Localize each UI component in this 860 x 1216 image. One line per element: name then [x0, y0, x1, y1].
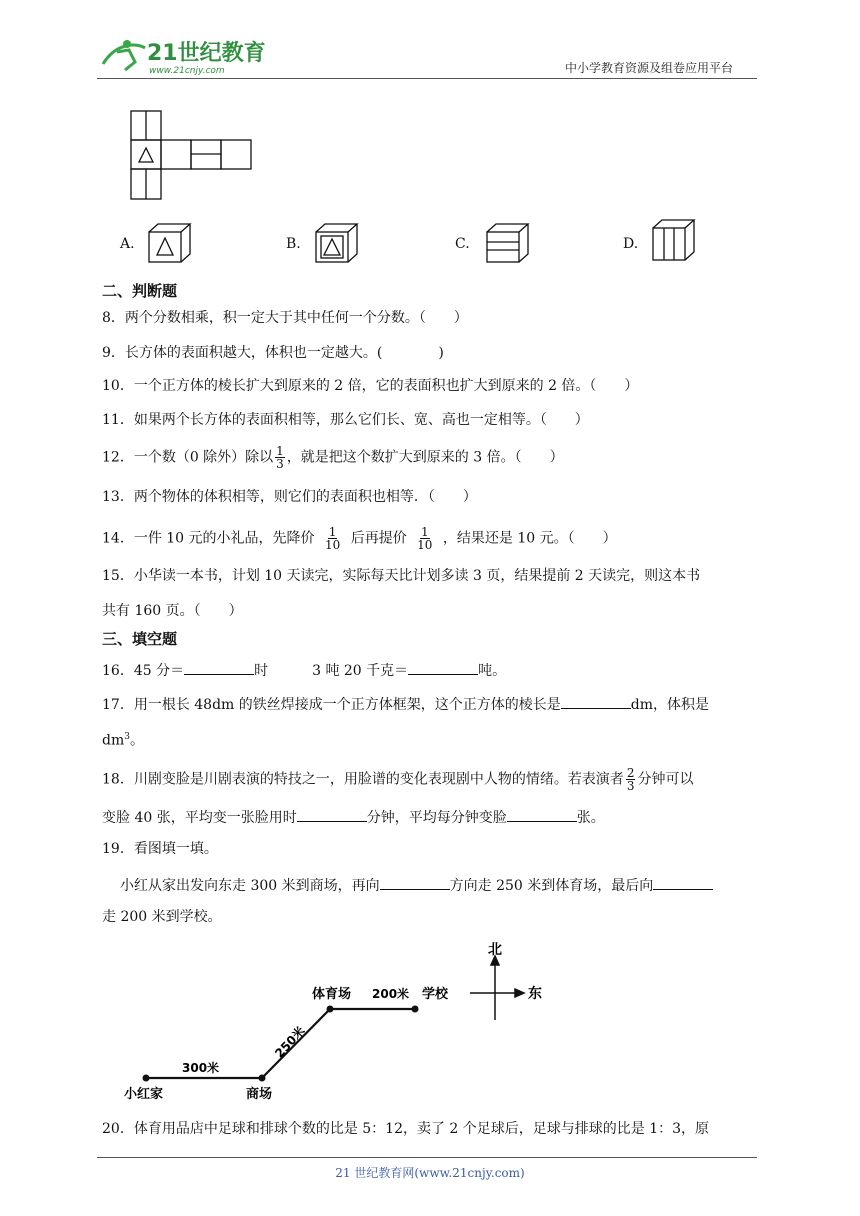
- q18-text-b: 分钟可以: [637, 771, 694, 788]
- q14-den-2: 10: [417, 538, 433, 552]
- option-d-label[interactable]: D.: [623, 236, 639, 252]
- option-b-cube[interactable]: [313, 222, 361, 268]
- header-platform-text: 中小学教育资源及组卷应用平台: [565, 61, 734, 75]
- q19-text-a: 小红从家出发向东走 300 米到商场，再向: [120, 878, 380, 894]
- footer-text[interactable]: 21 世纪教育网(www.21cnjy.com): [335, 1166, 525, 1180]
- question-19-line-2: 走 200 米到学校。: [102, 909, 222, 925]
- option-d-cube[interactable]: [650, 218, 698, 266]
- option-b-label[interactable]: B.: [286, 236, 301, 252]
- question-18-line-1: [102, 767, 693, 792]
- section-2-title: 二、判断题: [102, 282, 178, 300]
- q19-blank-2[interactable]: [653, 874, 713, 890]
- label-300m: 300米: [182, 1061, 220, 1075]
- question-15-line-2: 共有 160 页。（ ）: [102, 603, 243, 619]
- q19-blank-1[interactable]: [380, 874, 450, 890]
- q16-blank-2[interactable]: [408, 659, 478, 675]
- q17-superscript: 3: [124, 732, 130, 742]
- compass-east: 东: [528, 986, 542, 1002]
- site-logo: [95, 34, 265, 78]
- route-map: [110, 938, 560, 1112]
- q16-text-a: 16．45 分＝: [102, 663, 185, 679]
- q14-text-a: 14．一件 10 元的小礼品，先降价: [102, 530, 315, 547]
- question-17-line-2: [102, 728, 144, 750]
- question-12: [102, 445, 564, 470]
- question-11: 11．如果两个长方体的表面积相等，那么它们长、宽、高也一定相等。（ ）: [102, 412, 589, 428]
- logo-title: 21世纪教育: [147, 41, 265, 66]
- question-15-line-1: 15．小华读一本书，计划 10 天读完，实际每天比计划多读 3 页，结果提前 2 天读完，则这本书: [102, 568, 701, 584]
- q17-text-a: 17．用一根长 48dm 的铁丝焊接成一个正方体框架，这个正方体的棱长是: [102, 697, 561, 713]
- q19-text-b: 方向走 250 米到体育场，最后向: [449, 878, 654, 894]
- question-8: 8．两个分数相乘，积一定大于其中任何一个分数。（ ）: [102, 310, 468, 326]
- question-17-line-1: [102, 693, 709, 714]
- q14-num-1: 1: [328, 525, 337, 539]
- option-c-label[interactable]: C.: [455, 236, 470, 252]
- q14-text-b: 后再提价: [350, 530, 407, 547]
- q18-blank-1[interactable]: [297, 806, 367, 822]
- q12-text-b: ，就是把这个数扩大到原来的 3 倍。（ ）: [286, 449, 564, 466]
- q18-text-c: 变脸 40 张，平均变一张脸用时: [102, 810, 297, 826]
- logo-url: www.21cnjy.com: [149, 66, 225, 76]
- question-19: 19．看图填一填。: [102, 841, 218, 857]
- label-home: 小红家: [124, 1087, 164, 1102]
- q17-text-d: 。: [129, 732, 144, 749]
- q18-denominator: 3: [626, 779, 635, 793]
- home-point: [143, 1075, 150, 1082]
- compass-north: 北: [488, 942, 502, 958]
- label-mall: 商场: [246, 1087, 273, 1102]
- q16-text-c: 3 吨 20 千克＝: [312, 663, 409, 679]
- q14-fraction-2: [417, 526, 432, 551]
- question-9: 9．长方体的表面积越大，体积也一定越大。( ): [102, 345, 444, 361]
- q14-fraction-1: [325, 526, 340, 551]
- q18-text-e: 张。: [576, 810, 605, 826]
- school-point: [412, 1006, 419, 1013]
- footer-divider: [97, 1157, 757, 1158]
- q18-fraction: [626, 767, 636, 792]
- question-19-line-1: [120, 874, 713, 895]
- option-a-label[interactable]: A.: [120, 236, 135, 252]
- question-10: 10．一个正方体的棱长扩大到原来的 2 倍，它的表面积也扩大到原来的 2 倍。（ ）: [102, 378, 639, 394]
- q18-blank-2[interactable]: [507, 806, 577, 822]
- q12-numerator: 1: [276, 444, 284, 458]
- label-school: 学校: [422, 987, 449, 1002]
- label-200m: 200米: [372, 987, 410, 1001]
- q17-text-b: dm，体积是: [630, 697, 710, 713]
- q12-denominator: 3: [276, 457, 284, 471]
- q18-numerator: 2: [626, 766, 635, 780]
- q16-text-d: 吨。: [478, 663, 507, 679]
- stadium-point: [327, 1006, 334, 1013]
- cube-net-figure: [128, 110, 254, 206]
- q14-den-1: 10: [324, 538, 341, 552]
- mall-point: [259, 1075, 266, 1082]
- option-c-cube[interactable]: [484, 222, 532, 268]
- question-14: [102, 526, 617, 551]
- q12-fraction: [275, 445, 285, 470]
- question-18-line-2: [102, 806, 605, 827]
- compass-icon: [470, 956, 524, 1020]
- question-13: 13．两个物体的体积相等，则它们的表面积也相等．（ ）: [102, 489, 477, 505]
- q14-text-c: ，结果还是 10 元。（ ）: [442, 530, 617, 547]
- q12-text-a: 12．一个数（0 除外）除以: [102, 449, 274, 466]
- header-divider: [97, 78, 757, 79]
- question-16: [102, 659, 506, 680]
- label-stadium: 体育场: [312, 987, 352, 1002]
- q16-text-b: 时: [254, 663, 269, 679]
- label-250m: 250米: [272, 1023, 308, 1061]
- option-a-cube[interactable]: [146, 222, 194, 268]
- q17-blank-1[interactable]: [561, 693, 631, 709]
- q18-text-a: 18．川剧变脸是川剧表演的特技之一，用脸谱的变化表现剧中人物的情绪。若表演者: [102, 771, 624, 788]
- q17-text-c: dm: [102, 732, 125, 749]
- question-20: 20．体育用品店中足球和排球个数的比是 5：12，卖了 2 个足球后，足球与排球的比是 1：3，原: [102, 1121, 710, 1137]
- q14-num-2: 1: [420, 525, 429, 539]
- q18-text-d: 分钟，平均每分钟变脸: [366, 810, 507, 826]
- section-3-title: 三、填空题: [102, 630, 178, 648]
- q16-blank-1[interactable]: [184, 659, 254, 675]
